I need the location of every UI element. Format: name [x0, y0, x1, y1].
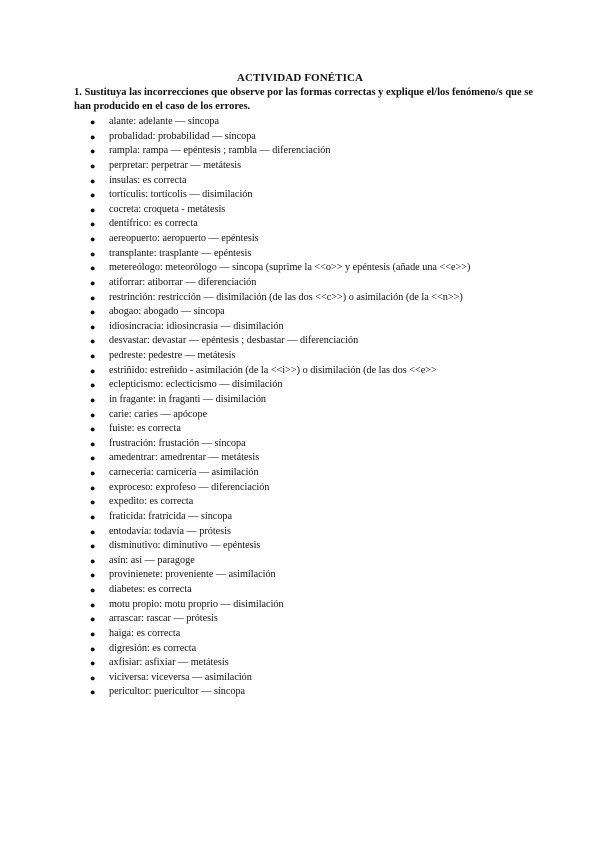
- bullet-icon: ●: [90, 321, 96, 332]
- bullet-icon: ●: [90, 307, 96, 318]
- list-item-text: transplante: trasplante — epéntesis: [109, 247, 252, 259]
- bullet-icon: ●: [90, 599, 96, 610]
- bullet-icon: ●: [90, 131, 96, 142]
- bullet-icon: ●: [90, 248, 96, 259]
- list-item-text: amedentrar: amedrentar — metátesis: [109, 452, 260, 464]
- list-item-text: entodavía: todavía — prótesis: [109, 525, 231, 537]
- bullet-icon: ●: [90, 394, 96, 405]
- list-item-text: eclepticismo: eclecticismo — disimilación: [109, 379, 283, 391]
- list-item-text: carnecería: carnicería — asimilación: [109, 467, 259, 478]
- list-item-text: fuiste: es correcta: [109, 423, 181, 435]
- list-item-text: exproceso: exprofeso — diferenciación: [109, 481, 270, 493]
- list-item-text: motu propio: motu proprio — disimilación: [109, 598, 284, 610]
- bullet-icon: ●: [90, 175, 96, 186]
- list-item-text: atiforrar: atiborrar — diferenciación: [109, 276, 257, 288]
- list-item-text: restrinción: restricción — disimilación (de las dos <<c>>) o asimilación (de la <<n>>): [109, 291, 463, 303]
- bullet-icon: ●: [90, 555, 96, 566]
- bullet-icon: ●: [90, 526, 96, 537]
- list-item-text: aereopuerto: aeropuerto — epéntesis: [109, 233, 259, 244]
- list-item-text: axfisiar: asfixiar — metátesis: [109, 657, 229, 669]
- list-item-text: asín: así — paragoge: [109, 554, 195, 566]
- list-item-text: digresión: es correcta: [109, 642, 197, 654]
- bullet-icon: ●: [90, 614, 96, 625]
- list-item-text: arrascar: rascar — prótesis: [109, 613, 218, 625]
- bullet-icon: ●: [90, 160, 96, 171]
- bullet-icon: ●: [90, 453, 96, 464]
- bullet-icon: ●: [90, 234, 96, 244]
- bullet-icon: ●: [90, 146, 96, 157]
- bullet-icon: ●: [90, 424, 96, 435]
- list-item-text: dentífrico: es correcta: [109, 218, 198, 230]
- bullet-icon: ●: [90, 336, 96, 347]
- bullet-icon: ●: [90, 628, 96, 639]
- bullet-icon: ●: [90, 541, 96, 552]
- bullet-icon: ●: [90, 482, 96, 493]
- bullet-icon: ●: [90, 219, 96, 230]
- list-item-text: probalidad: probabilidad — síncopa: [109, 130, 256, 142]
- question-heading: 1. Sustituya las incorrecciones que observe por las formas correctas y explique el/los fenómeno/s que se han producido en el caso de los errores.: [74, 87, 534, 112]
- bullet-icon: ●: [90, 117, 96, 127]
- list-item-text: frustración: frustación — síncopa: [109, 437, 246, 449]
- list-item-text: tortículis: tortícolis — disimilación: [109, 189, 253, 201]
- list-item-text: alante: adelante — síncopa: [109, 116, 220, 127]
- list-item-text: haiga: es correcta: [109, 627, 181, 639]
- bullet-icon: ●: [90, 643, 96, 654]
- bullet-icon: ●: [90, 658, 96, 669]
- bullet-icon: ●: [90, 277, 96, 288]
- bullet-icon: ●: [90, 190, 96, 201]
- bullet-icon: ●: [90, 497, 96, 508]
- list-item-text: diabetes: es correcta: [109, 584, 192, 595]
- list-item-text: expedito: es correcta: [109, 496, 194, 508]
- bullet-icon: ●: [90, 687, 96, 698]
- bullet-icon: ●: [90, 438, 96, 449]
- bullet-icon: ●: [90, 511, 96, 522]
- bullet-icon: ●: [90, 263, 96, 274]
- list-item-text: pedreste: pedestre — metátesis: [109, 350, 236, 361]
- list-item-text: desvastar: devastar — epéntesis ; desbastar — diferenciación: [109, 335, 359, 347]
- list-item-text: disminutivo: diminutivo — epéntesis: [109, 540, 261, 552]
- bullet-icon: ●: [90, 204, 96, 215]
- list-item-text: rampla: rampa — epéntesis ; rambla — diferenciación: [109, 145, 331, 157]
- bullet-icon: ●: [90, 409, 96, 420]
- list-item-text: viciversa: viceversa — asimilación: [109, 671, 252, 683]
- bullet-icon: ●: [90, 585, 96, 595]
- bullet-icon: ●: [90, 380, 96, 391]
- list-item-text: ínsulas: es correcta: [109, 174, 187, 186]
- list-item-text: carie: caries — apócope: [109, 408, 208, 420]
- bullet-icon: ●: [90, 292, 96, 303]
- list-item-text: pericultor: puericultor — síncopa: [109, 686, 246, 698]
- bullet-icon: ●: [90, 365, 96, 376]
- document-title: ACTIVIDAD FONÉTICA: [236, 72, 364, 84]
- bullet-icon: ●: [90, 672, 96, 683]
- bullet-icon: ●: [90, 468, 96, 478]
- list-item-text: fraticida: fratricida — síncopa: [109, 510, 233, 522]
- list-item-text: cocreta: croqueta - metátesis: [109, 203, 226, 215]
- list-item-text: perpretar: perpetrar — metátesis: [109, 159, 242, 171]
- list-item-text: provinienete: proveniente — asimilación: [109, 569, 276, 581]
- list-item-text: in fragante: in fraganti — disimilación: [109, 393, 267, 405]
- list-item-text: idiosincracia: idiosincrasia — disimilación: [109, 320, 284, 332]
- list-item-text: estriñido: estreñido - asimilación (de la <<i>>) o disimilación (de las dos <<e>>: [109, 364, 437, 376]
- list-item-text: metereólogo: meteorólogo — síncopa (suprime la <<o>> y epéntesis (añade una <<e>>): [109, 262, 471, 274]
- list-item-text: abogao: abogado — síncopa: [109, 306, 225, 318]
- bullet-icon: ●: [90, 351, 96, 361]
- bullet-icon: ●: [90, 570, 96, 581]
